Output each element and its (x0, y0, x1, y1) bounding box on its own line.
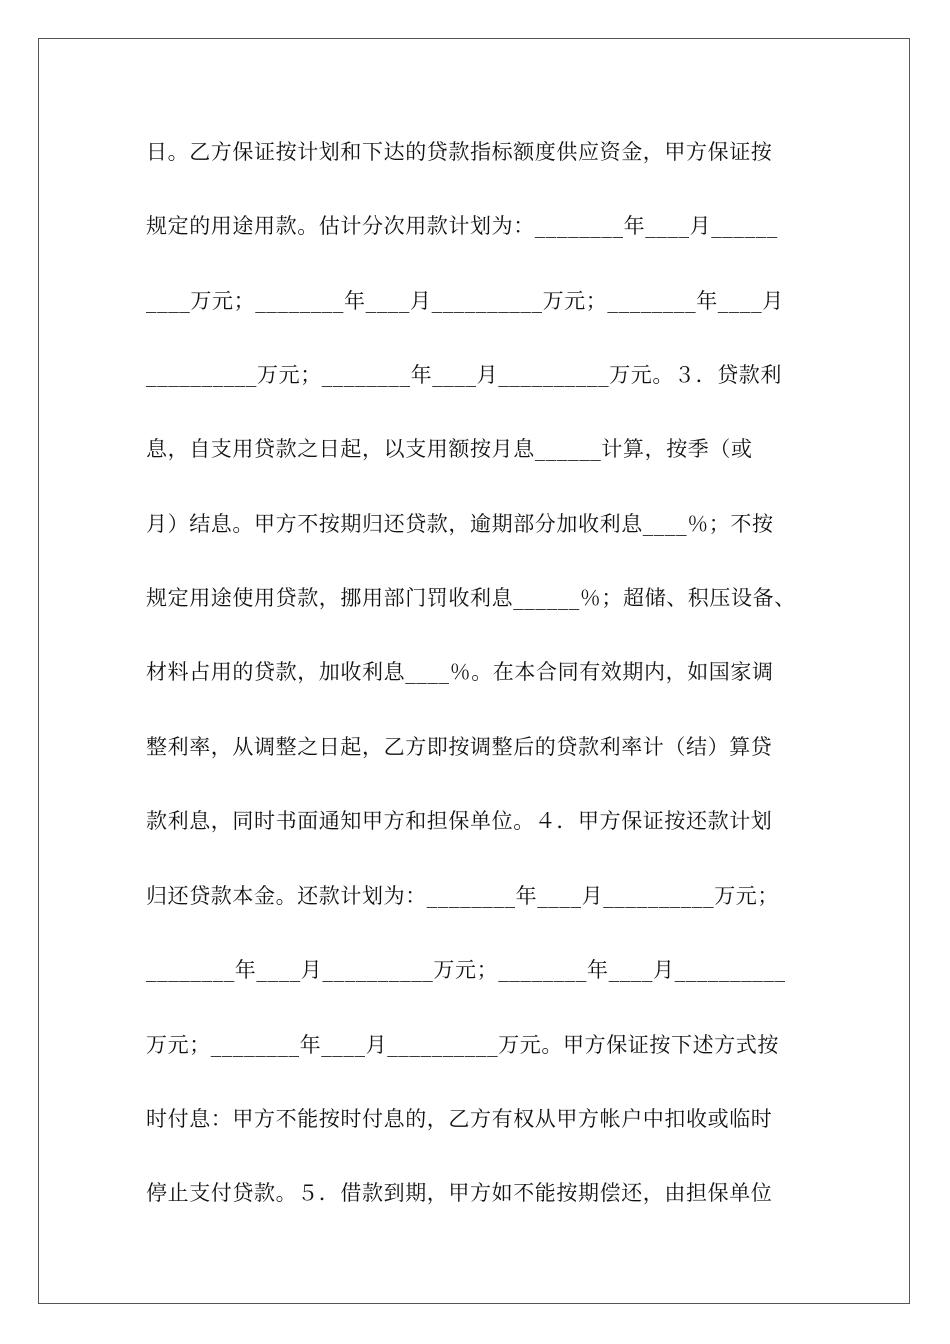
text-line: 日。乙方保证按计划和下达的贷款指标额度供应资金，甲方保证按 (146, 140, 773, 164)
text-line: 息，自支用贷款之日起，以支用额按月息______计算，按季（或 (146, 437, 753, 461)
text-line: 万元；________年____月__________万元。甲方保证按下述方式按 (146, 1033, 779, 1057)
text-line: 材料占用的贷款，加收利息____％。在本合同有效期内，如国家调 (146, 660, 774, 684)
text-line: ________年____月__________万元；________年____月__________ (146, 958, 786, 982)
text-line: 月）结息。甲方不按期归还贷款，逾期部分加收利息____％；不按 (146, 512, 774, 536)
text-line: 归还贷款本金。还款计划为：________年____月__________万元； (146, 884, 779, 908)
text-line: ____万元；________年____月__________万元；________年____月 (146, 289, 784, 313)
text-line: 停止支付贷款。５．借款到期，甲方如不能按期偿还，由担保单位 (146, 1181, 773, 1205)
text-line: 整利率，从调整之日起，乙方即按调整后的贷款利率计（结）算贷 (146, 735, 773, 759)
text-line: __________万元；________年____月__________万元。３．贷款利 (146, 363, 782, 387)
text-line: 规定的用途用款。估计分次用款计划为：________年____月______ (146, 214, 778, 238)
text-line: 规定用途使用贷款，挪用部门罚收利息______％；超储、积压设备、 (146, 586, 796, 610)
text-line: 时付息：甲方不能按时付息的，乙方有权从甲方帐户中扣收或临时 (146, 1107, 773, 1131)
text-line: 款利息，同时书面通知甲方和担保单位。４．甲方保证按还款计划 (146, 809, 773, 833)
